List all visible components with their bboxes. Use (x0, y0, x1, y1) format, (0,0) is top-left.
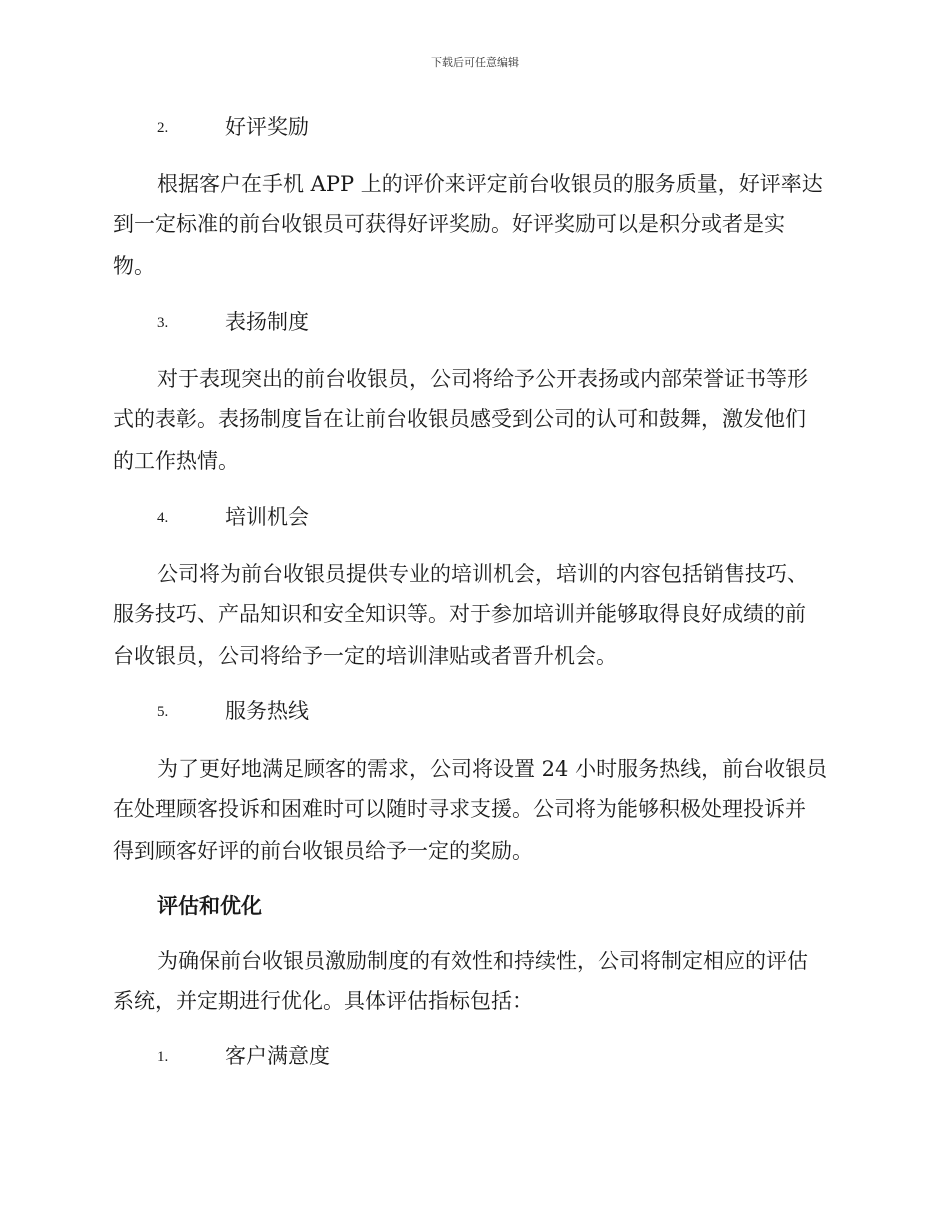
page-header: 下载后可任意编辑 (431, 56, 519, 69)
section-heading: 评估和优化 (157, 893, 262, 918)
list-number: 5. (157, 704, 169, 720)
paragraph-line: 根据客户在手机 APP 上的评价来评定前台收银员的服务质量，好评率达 (157, 172, 823, 196)
paragraph-line: 在处理顾客投诉和困难时可以随时寻求支援。公司将为能够积极处理投诉并 (113, 797, 806, 821)
paragraph-line: 台收银员，公司将给予一定的培训津贴或者晋升机会。 (113, 644, 617, 668)
list-title: 客户满意度 (225, 1044, 330, 1068)
list-number: 2. (157, 120, 169, 136)
paragraph-line: 式的表彰。表扬制度旨在让前台收银员感受到公司的认可和鼓舞，激发他们 (113, 407, 806, 431)
list-number: 4. (157, 510, 169, 526)
paragraph-line: 系统，并定期进行优化。具体评估指标包括： (113, 989, 533, 1013)
list-title: 表扬制度 (225, 310, 309, 334)
list-number: 1. (157, 1049, 169, 1065)
list-title: 好评奖励 (225, 115, 309, 139)
list-number: 3. (157, 315, 169, 331)
paragraph-line: 为了更好地满足顾客的需求，公司将设置 24 小时服务热线，前台收银员 (157, 757, 828, 781)
paragraph-line: 服务技巧、产品知识和安全知识等。对于参加培训并能够取得良好成绩的前 (113, 602, 806, 626)
paragraph-line: 物。 (113, 254, 155, 278)
paragraph-line: 为确保前台收银员激励制度的有效性和持续性，公司将制定相应的评估 (157, 949, 808, 973)
paragraph-line: 到一定标准的前台收银员可获得好评奖励。好评奖励可以是积分或者是实 (113, 212, 785, 236)
paragraph-line: 对于表现突出的前台收银员，公司将给予公开表扬或内部荣誉证书等形 (157, 367, 808, 391)
paragraph-line: 的工作热情。 (113, 449, 239, 473)
list-title: 服务热线 (225, 699, 309, 723)
list-title: 培训机会 (225, 505, 309, 529)
paragraph-line: 公司将为前台收银员提供专业的培训机会，培训的内容包括销售技巧、 (157, 562, 808, 586)
paragraph-line: 得到顾客好评的前台收银员给予一定的奖励。 (113, 839, 533, 863)
